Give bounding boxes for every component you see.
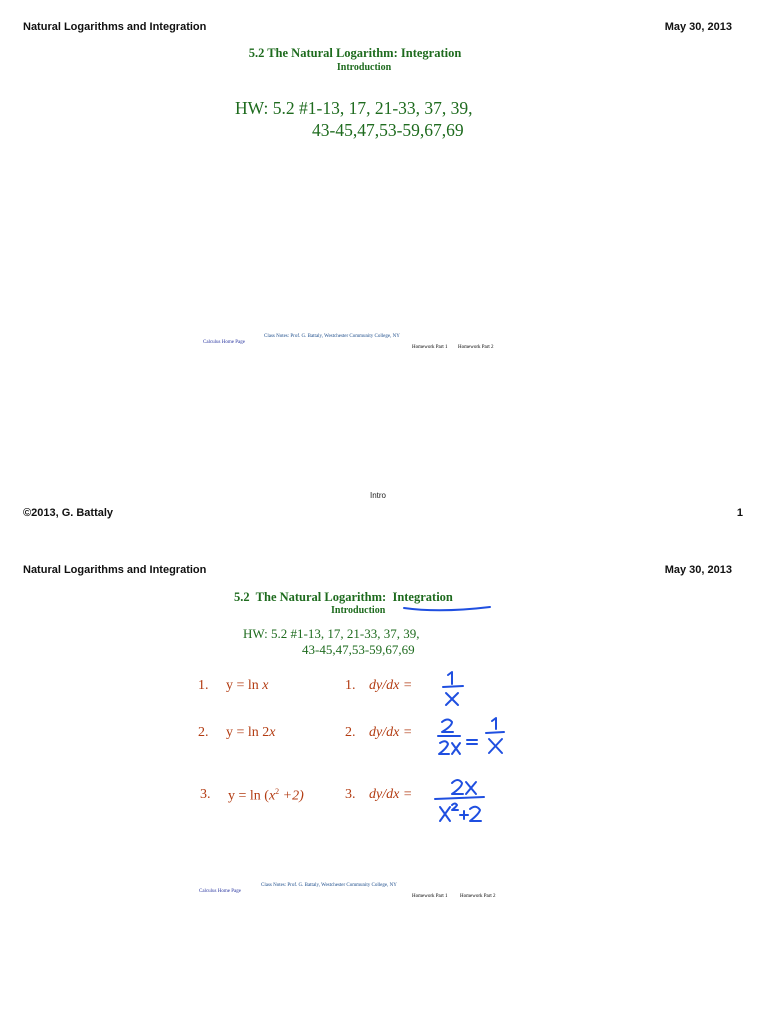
function-text: y = ln 2	[226, 725, 270, 740]
header-title: Natural Logarithms and Integration	[23, 21, 207, 33]
derivative-3-number: 3.	[345, 787, 356, 802]
calculus-home-link[interactable]: Calculus Home Page	[203, 340, 245, 345]
derivative-2-label: dy/dx =	[369, 725, 413, 740]
slide-label: Intro	[370, 491, 387, 500]
page-number: 1	[736, 507, 743, 519]
function-text: y = ln (	[228, 788, 269, 804]
problem-2-number: 2.	[198, 725, 209, 740]
function-text: y = ln	[226, 678, 263, 693]
class-notes-text: Class Notes: Prof. G. Battaly, Westchester Community College, NY	[264, 334, 400, 339]
class-notes-text: Class Notes: Prof. G. Battaly, Westchester Community College, NY	[261, 883, 397, 888]
function-variable: x	[262, 678, 269, 693]
handwritten-answer-1	[438, 669, 468, 709]
slide-subtitle: Introduction	[331, 605, 386, 616]
handwritten-answer-2	[434, 715, 514, 761]
homework-part-2-link[interactable]: Homework Part 2	[460, 894, 496, 899]
calculus-home-link[interactable]: Calculus Home Page	[199, 889, 241, 894]
problem-1-function	[226, 678, 269, 694]
function-variable: x	[269, 725, 276, 740]
underline-annotation	[400, 603, 495, 615]
derivative-1-label: dy/dx =	[369, 678, 413, 693]
function-exponent: 2	[275, 787, 280, 796]
footer-copyright: ©2013, G. Battaly	[23, 507, 114, 519]
handwritten-answer-3	[432, 775, 492, 829]
title-integration: Integration	[392, 590, 453, 604]
function-variable: x	[268, 788, 276, 804]
problem-2-function	[226, 725, 276, 741]
slide-title: 5.2 The Natural Logarithm: Integration	[248, 46, 462, 60]
homework-line-1: HW: 5.2 #1-13, 17, 21-33, 37, 39,	[243, 626, 420, 641]
problem-3-function	[228, 787, 304, 805]
homework-line-2: 43-45,47,53-59,67,69	[312, 120, 464, 140]
header-title: Natural Logarithms and Integration	[23, 564, 207, 576]
title-prefix: 5.2 The Natural Logarithm:	[234, 590, 393, 604]
homework-part-1-link[interactable]: Homework Part 1	[412, 345, 448, 350]
derivative-3-label: dy/dx =	[369, 787, 413, 802]
function-suffix: +2)	[279, 788, 304, 804]
homework-line-2: 43-45,47,53-59,67,69	[302, 642, 415, 657]
problem-3-number: 3.	[200, 787, 211, 802]
slide-subtitle: Introduction	[336, 62, 392, 73]
derivative-1-number: 1.	[345, 678, 356, 693]
homework-part-2-link[interactable]: Homework Part 2	[458, 345, 494, 350]
header-date: May 30, 2013	[664, 564, 732, 576]
derivative-2-number: 2.	[345, 725, 356, 740]
homework-part-1-link[interactable]: Homework Part 1	[412, 894, 448, 899]
homework-line-1: HW: 5.2 #1-13, 17, 21-33, 37, 39,	[235, 98, 473, 118]
page-2	[0, 543, 768, 1024]
header-date: May 30, 2013	[664, 21, 732, 33]
problem-1-number: 1.	[198, 678, 209, 693]
